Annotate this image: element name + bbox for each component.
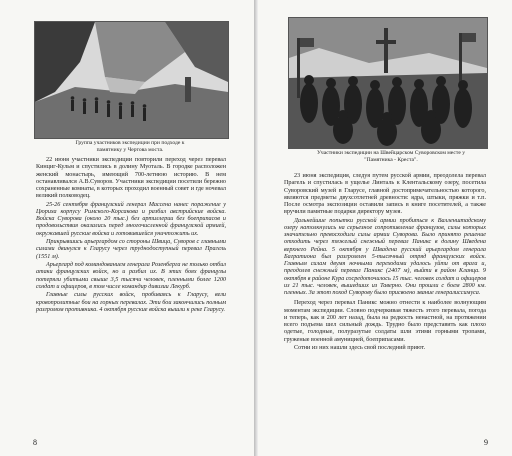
- right-page-number: 9: [484, 438, 488, 447]
- left-page-number: 8: [33, 438, 37, 447]
- right-paragraph: 23 июня экспедиция, следуя путем русской армии, преодолела перевал Прагель и спустилась в ущелье Линталь к Клентальскому озеру, посетила Суворовский музей в Гларусе, главной достопримечательностью которого, являются предметы двухсотлетней древности: ядра, штыки, пряжки и т.п. После осмотра экспозиции оставили запись в книге посетителей, а также вручили памятные подарки директору музея.: [284, 173, 486, 216]
- right-paragraph: Переход через перевал Паникс можно отнести к наиболее волнующим моментам экспедиции. Словно подчеркивая тяжесть этого перевала, погода и теперь, как и 200 лет назад, была на редкость ненастной, на протяжении всего подъема шел сильный дождь. Трудно было представить как плохо одетые, голодные, полуразутые солдаты шли этими горными тропами, груженые военной амуницией, боеприпасами.: [284, 300, 486, 343]
- mountain-group-photo: [34, 21, 229, 139]
- mountain-photo-illustration: [35, 22, 228, 138]
- right-page: [258, 0, 512, 456]
- right-photo-caption: Участники экспедиции на Швейцарском Суворовском месте у "Памятника - Креста".: [316, 150, 466, 163]
- expedition-group-photo: [288, 17, 488, 149]
- group-photo-illustration: [289, 18, 487, 148]
- left-photo-caption: Группа участников экспедиции при подходе к памятнику у Чертова моста.: [75, 140, 185, 153]
- left-paragraph: Прикрывшись арьергардом со стороны Швица, Суворов с главными силами двинулся к Гларусу через труднодоступный перевал Прагель (1551 м).: [36, 239, 226, 260]
- left-paragraph: Главные силы русских войск, пробиваясь к Гларусу, вели кровопролитные бои на горных перевалах. Эти бои закончились полным разгромом противника. 4 октября русские войска вышли к реке Гларусу.: [36, 292, 226, 313]
- left-paragraph: Арьергард под командованием генерала Розенберга не только отбил атаки французских войск, но и разбил их. В этих боях французы потеряли убитыми свыше 3,5 тысячи человек, пленными более 1200 солдат и офицеров, в том числе командир дивизии Лекурб.: [36, 262, 226, 290]
- left-page-text: [36, 157, 226, 315]
- right-paragraph: Сотни из них нашли здесь свой последний приют.: [294, 345, 426, 352]
- right-page-text: [284, 173, 486, 354]
- right-paragraph: Дальнейшие попытки русской армии пробиться к Валленштадскому озеру натолкнулись на серьезное сопротивление французов, силы которых значительно превосходили силы армии Суворова. Было принято решение отходить через тяжелый снежный перевал Паникс в долину Шведена верхнего Рейна. 5 октября у Швадена русский арьергардом генерала Багратиона был разгромлен 5-тысячный отряд французских войск. Главным силам двумя ночными переходами удалось уйти от врага и, преодолев снежный перевал Паникс (2407 м), выйти в район Кланца. 9 октября в районе Кура сосредоточилось 15 тыс. человек солдат и офицеров из 21 тыс. человек, вышедших из Таверно. Они прошли с боем 2800 км. пленных. За этот поход Суворову было присвоено звание генералиссимуса.: [284, 217, 486, 297]
- left-paragraph: 25-26 сентября французский генерал Массена нанес поражение у Цюриха корпусу Римского-Корсакова и разбил австрийские войска. Войска Суворова (около 20 тыс.) без артиллерии без боеприпасов и продовольствия оказались перед многочисленной французской армией, окружавшей русские войска и готовившейся уничтожить их.: [36, 201, 226, 237]
- left-page: [0, 0, 254, 456]
- left-paragraph: 22 июня участники экспедиции повторили переход через перевал Кинциг-Кульм и спустились в долину Муоталь. В городке расположен женский монастырь, имеющий 700-летнюю историю. В нем останавливался А.В.Суворов. Участники экспедиции посетили бережно сохраненные комнаты, в которых проходил военный совет и где ночевал великий полководец.: [36, 157, 226, 200]
